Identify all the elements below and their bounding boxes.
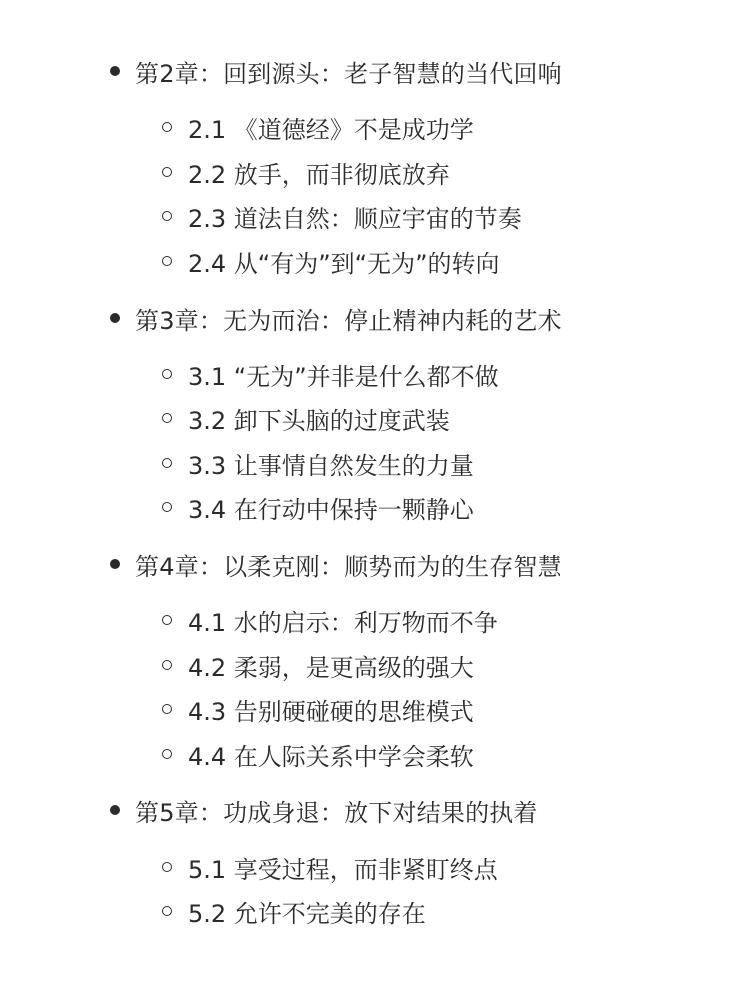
section-title: 3.1 “无为”并非是什么都不做: [188, 362, 499, 391]
hollow-bullet-icon: [162, 704, 172, 714]
hollow-bullet-icon: [162, 256, 172, 266]
section-title: 5.1 享受过程，而非紧盯终点: [188, 855, 498, 884]
hollow-bullet-icon: [162, 502, 172, 512]
section-title: 4.2 柔弱，是更高级的强大: [188, 653, 474, 682]
section-title: 2.4 从“有为”到“无为”的转向: [188, 249, 500, 278]
hollow-bullet-icon: [162, 906, 172, 916]
section-title: 4.1 水的启示：利万物而不争: [188, 608, 498, 637]
section-title: 4.3 告别硬碰硬的思维模式: [188, 697, 474, 726]
hollow-bullet-icon: [162, 749, 172, 759]
section-title: 2.1 《道德经》不是成功学: [188, 115, 474, 144]
section-title: 3.4 在行动中保持一颗静心: [188, 495, 474, 524]
section-title: 5.2 允许不完美的存在: [188, 899, 426, 928]
hollow-bullet-icon: [162, 862, 172, 872]
hollow-bullet-icon: [162, 167, 172, 177]
filled-bullet-icon: [110, 313, 120, 323]
filled-bullet-icon: [110, 559, 120, 569]
hollow-bullet-icon: [162, 458, 172, 468]
hollow-bullet-icon: [162, 660, 172, 670]
section-title: 2.3 道法自然：顺应宇宙的节奏: [188, 204, 522, 233]
section-title: 3.3 让事情自然发生的力量: [188, 451, 474, 480]
section-title: 3.2 卸下头脑的过度武装: [188, 406, 450, 435]
filled-bullet-icon: [110, 805, 120, 815]
section-title: 2.2 放手，而非彻底放弃: [188, 160, 450, 189]
hollow-bullet-icon: [162, 211, 172, 221]
chapter-title: 第2章：回到源头：老子智慧的当代回响: [135, 59, 562, 88]
chapter-title: 第4章：以柔克刚：顺势而为的生存智慧: [135, 552, 562, 581]
section-title: 4.4 在人际关系中学会柔软: [188, 742, 474, 771]
hollow-bullet-icon: [162, 122, 172, 132]
chapter-title: 第3章：无为而治：停止精神内耗的艺术: [135, 306, 562, 335]
hollow-bullet-icon: [162, 615, 172, 625]
chapter-title: 第5章：功成身退：放下对结果的执着: [135, 798, 538, 827]
hollow-bullet-icon: [162, 369, 172, 379]
hollow-bullet-icon: [162, 413, 172, 423]
filled-bullet-icon: [110, 66, 120, 76]
